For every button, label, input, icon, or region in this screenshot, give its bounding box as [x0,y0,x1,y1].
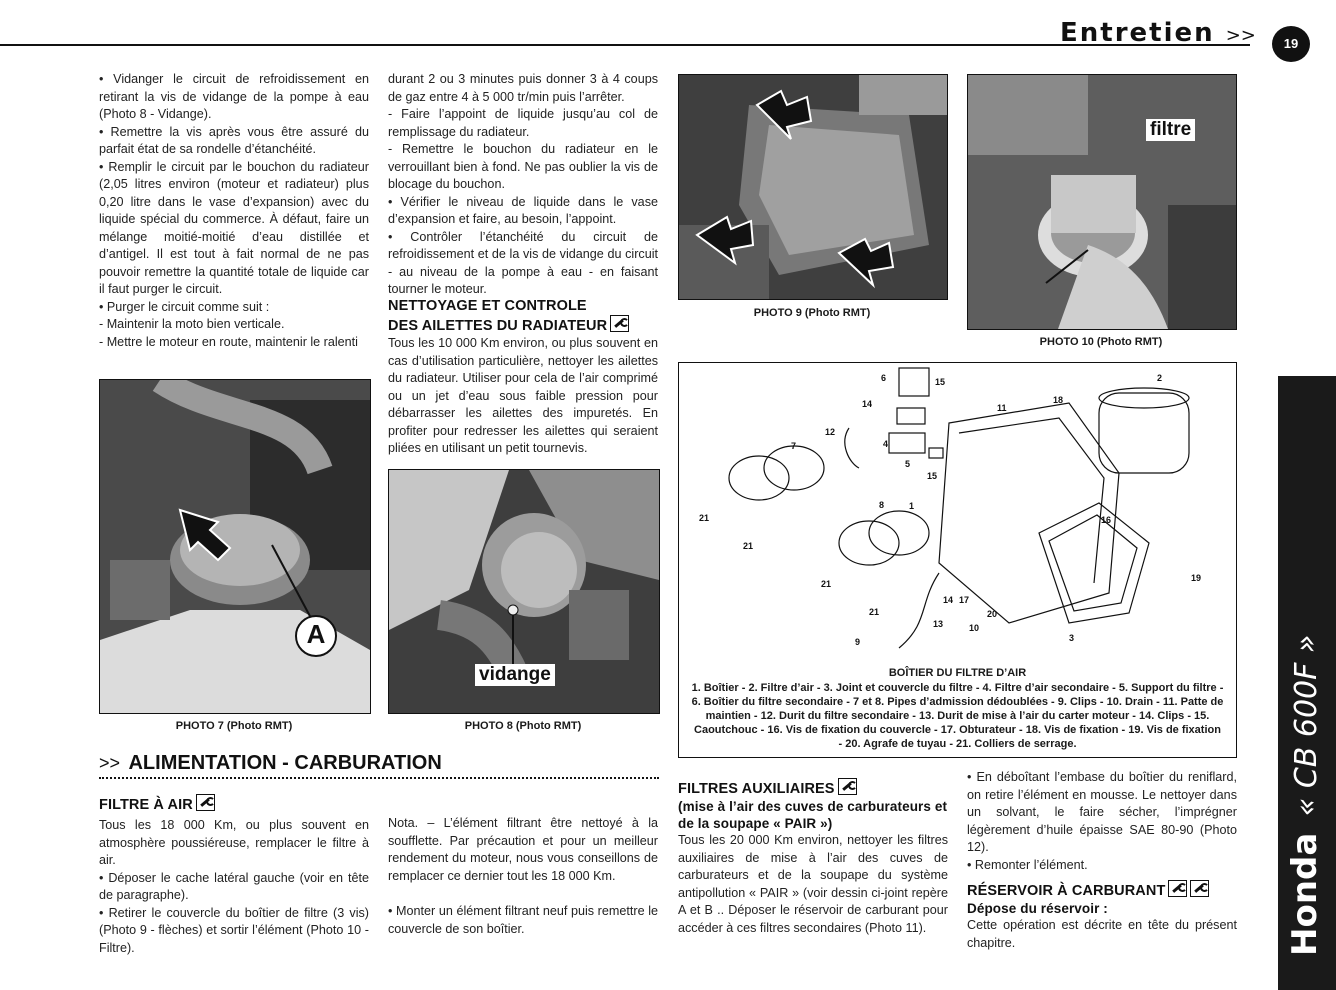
wrench-icon [838,778,857,795]
paragraph: Cette opération est décrite en tête du présent chapitre. [967,918,1237,950]
section-dotted-rule [99,777,659,779]
paragraph: - Mettre le moteur en route, maintenir le ralenti [99,334,358,349]
diagram-title: BOÎTIER DU FILTRE D’AIR [888,667,1027,679]
radiator-heading-line2-text: DES AILETTES DU RADIATEUR [388,318,608,334]
col2-top-text [388,71,658,299]
wrench-icon [1168,880,1187,897]
page-number: 19 [1283,36,1299,51]
part-label: 21 [821,579,832,589]
filtre-air-section [99,794,369,957]
filtres-auxiliaires-heading [678,778,948,798]
paragraph: • Remonter l’élément. [967,857,1088,872]
part-label: 9 [855,637,861,647]
paragraph: • Contrôler l’étanchéité du circuit de refroidissement et de la vis de vidange du circuit - au niveau de la pompe à eau - en faisant tourner le moteur. [388,229,658,296]
paragraph: - Faire l’appoint de liquide jusqu’au col de remplissage du radiateur. [388,107,658,139]
air-box-exploded-diagram [679,363,1236,663]
paragraph: Tous les 18 000 Km, ou plus souvent en atmosphère poussiéreuse, remplacer le filtre à air. [99,818,369,867]
header-title-text: Entretien [1060,18,1215,48]
paragraph: durant 2 ou 3 minutes puis donner 3 à 4 coups de gaz entre 4 à 5 000 tr/min puis l’arrêter. [388,72,658,104]
radiator-section [388,298,658,458]
part-label: 11 [997,403,1007,413]
part-label: 6 [881,373,887,383]
diagram-legend: 1. Boîtier - 2. Filtre d’air - 3. Joint et couvercle du filtre - 4. Filtre d’air secondaire - 5. Support du filtre - 6. Boîtier du filtre secondaire - 7 et 8. Pipes d’admission dédoublées - 9. Clips - 10. Drain - 11. Patte de maintien - 12. Durit du filtre secondaire - 13. Durit de mise à l’air du carter moteur - 14. Clips - 15. Caoutchouc - 16. Vis de fixation du couvercle - 17. Obturateur - 18. Vis de fixation - 19. Vis de fixation - 20. Agrafe de tuyau - 21. Colliers de serrage. [691,682,1224,750]
part-label: 4 [883,439,889,449]
part-label: 21 [699,513,710,523]
depose-heading: Dépose du réservoir : [967,901,1108,916]
filtres-auxiliaires-heading-text: FILTRES AUXILIAIRES [678,781,835,797]
paragraph: • Vidanger le circuit de refroidissement en retirant la vis de vidange de la pompe à eau (Photo 8 - Vidange). [99,72,369,121]
paragraph: - Remettre le bouchon du radiateur en le verrouillant bien à fond. Ne pas oublier la vis de blocage du bouchon. [388,142,658,191]
part-label: 2 [1157,373,1163,383]
section-prefix: >> [99,753,121,773]
sidebar-model: « CB 600F » [1289,634,1324,817]
part-label: 1 [909,501,915,511]
wrench-icon [1190,880,1209,897]
part-label: 5 [905,459,911,469]
paragraph: • En débοîtant l’embase du boîtier du reniflard, on retire l’élément en mousse. Le nettoyer dans un solvant, le faire sécher, l’imprégner légèrement d’huile épaisse SAE 80-90 (Photo 12). [967,770,1237,854]
paragraph: • Remettre la vis après vous être assuré du parfait état de sa rondelle d’étanchéité. [99,124,369,156]
filtre-air-heading [99,794,369,814]
part-label: 15 [927,471,938,481]
page-number-badge [1272,26,1310,62]
photo-9-caption: PHOTO 9 (Photo RMT) [753,307,871,319]
paragraph: - Maintenir la moto bien verticale. [99,317,285,331]
paragraph: • Vérifier le niveau de liquide dans le vase d’expansion et faire, au besoin, l’appoint. [388,194,658,226]
radiator-text: Tous les 10 000 Km environ, ou plus souvent en cas d’utilisation particulière, nettoyer les ailettes du radiateur. Utiliser pour cela de l’air comprimé ou un jet d’eau sous faible pression pour débarrasser les ailettes des impuretés. En profiter pour redresser les ailettes qui seraient pliées en utilisant un petit tournevis. [388,336,658,455]
paragraph: Nota. – L’élément filtrant être nettoyé à la soufflette. Par précaution et pour un meilleur rendement du moteur, nous vous conseillons de remplacer ce dernier tout les 18 000 Km. [388,816,658,883]
filtre-air-heading-text: FILTRE À AIR [99,797,193,813]
wrench-icon [196,794,215,811]
paragraph: • Monter un élément filtrant neuf puis remettre le couvercle de son boîtier. [388,904,658,936]
photo-8-label: vidange [475,664,555,686]
sidebar-brand: Honda [1285,832,1325,956]
part-label: 7 [791,441,797,451]
part-label: 16 [1101,515,1112,525]
photo-10-caption: PHOTO 10 (Photo RMT) [1039,336,1163,348]
reservoir-heading [967,880,1237,900]
wrench-icon [610,315,629,332]
header-title [1060,18,1256,48]
photo-8-caption: PHOTO 8 (Photo RMT) [464,720,582,732]
reservoir-heading-text: RÉSERVOIR À CARBURANT [967,883,1166,899]
photo-10-illustration [968,75,1236,329]
part-label: 15 [935,377,946,387]
photo-10-label: filtre [1146,119,1195,141]
part-label: 19 [1191,573,1202,583]
part-label: 12 [825,427,836,437]
filtres-auxiliaires-section [678,778,948,937]
photo-8 [388,469,660,714]
photo-7-illustration [100,380,370,713]
sidebar-vertical-text [1285,634,1336,956]
sidebar-tab [1278,376,1336,990]
paragraph: • Purger le circuit comme suit : [99,299,270,314]
part-label: 21 [743,541,754,551]
paragraph: Tous les 20 000 Km environ, nettoyer les filtres auxiliaires de mise à l’air des cuves de carburateurs et de la soupape du système antipollution « PAIR » (voir dessin ci-joint repère A et B .. Déposer le réservoir de carburant pour accéder à ces filtres secondaires (Photo 11). [678,833,948,935]
photo-9-illustration [679,75,947,299]
part-label: 14 [862,399,873,409]
part-label: 18 [1053,395,1064,405]
nota-section [388,815,658,938]
part-label: 20 [987,609,998,619]
diagram-box [678,362,1237,758]
radiator-heading-line1: NETTOYAGE ET CONTROLE [388,298,587,314]
col4-bottom [967,769,1237,952]
paragraph: • Retirer le couvercle du boîtier de filtre (3 vis) (Photo 9 - flèches) et sortir l’élément (Photo 10 - Filtre). [99,905,369,955]
filtres-auxiliaires-subheading: (mise à l’air des cuves de carburateurs et de la soupape « PAIR ») [678,799,948,831]
part-label: 14 [943,595,954,605]
part-label: 13 [933,619,944,629]
radiator-heading-line2 [388,315,658,335]
section-alimentation-header [99,752,659,775]
paragraph: • Déposer le cache latéral gauche (voir en tête de paragraphe). [99,870,369,902]
part-label: 21 [869,607,880,617]
col1-top-text [99,71,369,351]
photo-7 [99,379,371,714]
header-title-suffix: >> [1225,25,1256,46]
section-title: ALIMENTATION - CARBURATION [128,752,442,774]
part-label: 8 [879,500,885,510]
paragraph: • Remplir le circuit par le bouchon du radiateur (2,05 litres environ (moteur et radiateur) plus 0,20 litre dans le vase d’expansion) avec du liquide spécial du commerce. À défaut, faire un mélange moitié-moitié d’eau distillée et d’antigel. Il est tout à fait normal de ne pas pouvoir remettre la quantité totale de liquide car il faut purger le circuit. [99,159,369,296]
photo-9 [678,74,948,300]
photo-7-label: A [306,619,326,649]
part-label: 3 [1069,633,1075,643]
photo-10 [967,74,1237,330]
part-label: 10 [969,623,980,633]
photo-7-caption: PHOTO 7 (Photo RMT) [175,720,293,732]
part-label: 17 [959,595,970,605]
